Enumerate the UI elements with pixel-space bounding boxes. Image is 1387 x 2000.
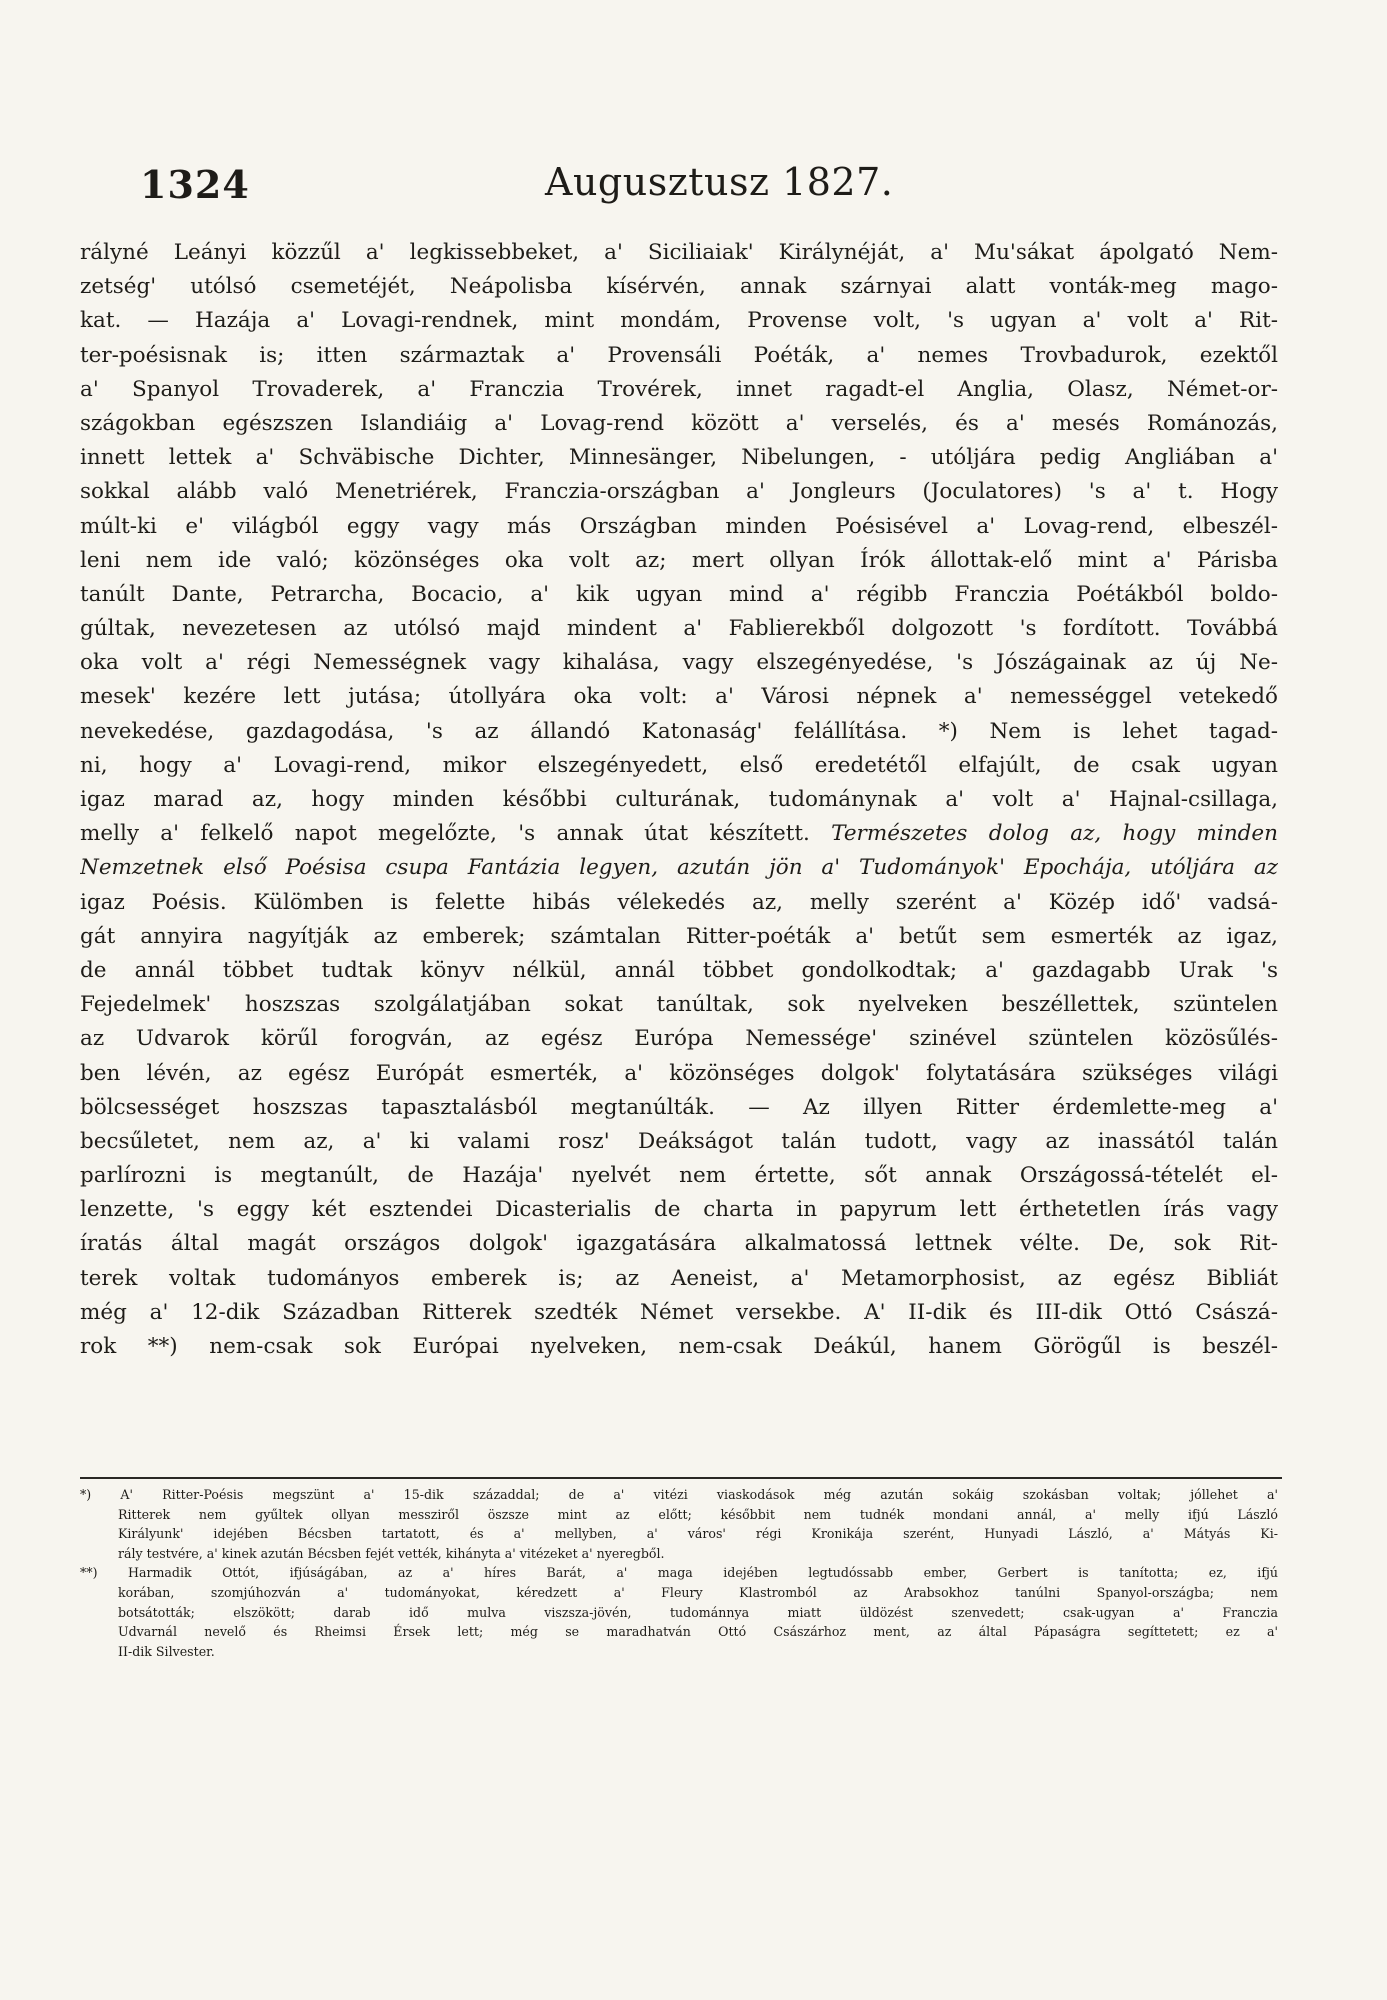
italic-segment: Természetes dolog az, hogy minden [831, 821, 1278, 847]
text-line: rok **) nem-csak sok Európai nyelveken, nem-csak Deákúl, hanem Görögűl is beszél- [80, 1334, 1278, 1359]
footnote-line: korában, szomjúhozván a' tudományokat, kéredzett a' Fleury Klastromból az Arabsokhoz tanúlni Spanyol-országba; nem [118, 1584, 1278, 1600]
footnote-line: rály testvére, a' kinek azután Bécsben fejét vették, kihányta a' vitézeket a' nyeregből. [118, 1545, 665, 1561]
text-line: igaz Poésis. Külömben is felette hibás vélekedés az, melly szerént a' Közép idő' vadsá- [80, 889, 1278, 915]
text-line: íratás által magát országos dolgok' igazgatására alkalmatossá lettnek vélte. De, sok Rit- [80, 1231, 1278, 1257]
text-line: Fejedelmek' hoszszas szolgálatjában sokat tanúltak, sok nyelveken beszéllettek, szüntelen [80, 992, 1278, 1018]
text-line: kat. — Hazája a' Lovagi-rendnek, mint mondám, Provense volt, 's ugyan a' volt a' Rit- [80, 308, 1278, 334]
body-text [80, 236, 1278, 1364]
text-line: gúltak, nevezetesen az utólsó majd mindent a' Fablierekből dolgozott 's fordított. Továbbá [80, 616, 1278, 642]
text-line: még a' 12-dik Században Ritterek szedték Német versekbe. A' II-dik és III-dik Ottó Császá- [80, 1299, 1278, 1325]
text-line: rályné Leányi közzűl a' legkissebbeket, a' Siciliaiak' Királynéját, a' Mu'sákat ápolgató Nem- [80, 240, 1278, 265]
text-line: igaz marad az, hogy minden későbbi culturának, tudománynak a' volt a' Hajnal-csillaga, [80, 787, 1278, 812]
footnote-line: botsátották; elszökött; darab idő mulva viszsza-jövén, tudománnya miatt üldözést szenvedett; csak-ugyan a' Franczia [118, 1604, 1278, 1620]
text-line: oka volt a' régi Nemességnek vagy kihalása, vagy elszegényedése, 's Jószágainak az új Ne- [80, 650, 1278, 676]
text-line: nevekedése, gazdagodása, 's az állandó Katonaság' felállítása. *) Nem is lehet tagad- [80, 718, 1278, 744]
text-line: ter-poésisnak is; itten származtak a' Provensáli Poéták, a' nemes Trovbadurok, ezektől [80, 342, 1278, 368]
text-line: múlt-ki e' világból eggy vagy más Országban minden Poésisével a' Lovag-rend, elbeszél- [80, 513, 1278, 539]
text-segment: melly a' felkelő napot megelőzte, 's annak útat készített. [80, 821, 810, 847]
text-line: ni, hogy a' Lovagi-rend, mikor elszegényedett, első eredetétől elfajúlt, de csak ugyan [80, 752, 1278, 778]
running-title: Augusztusz 1827. [545, 160, 894, 204]
text-line: az Udvarok körűl forogván, az egész Európa Nemessége' szinével szüntelen közösűlés- [80, 1026, 1278, 1052]
text-line: zetség' utólsó csemetéjét, Neápolisba kísérvén, annak szárnyai alatt vonták-meg mago- [80, 274, 1278, 300]
text-line: tanúlt Dante, Petrarcha, Bocacio, a' kik ugyan mind a' régibb Franczia Poétákból boldo- [80, 581, 1278, 607]
footnote-line: Ritterek nem gyűltek ollyan messziről öszsze mint az előtt; későbbit nem tudnék mondani annál, a' melly ifjú László [118, 1506, 1278, 1522]
text-line: parlírozni is megtanúlt, de Hazája' nyelvét nem értette, sőt annak Országossá-tételét el- [80, 1163, 1278, 1189]
footnotes [80, 1485, 1278, 1661]
text-line: ben lévén, az egész Európát esmerték, a' közönséges dolgok' folytatására szükséges világi [80, 1060, 1278, 1086]
text-line: gát annyira nagyítják az emberek; számtalan Ritter-poéták a' betűt sem esmerték az igaz, [80, 923, 1278, 949]
text-line: de annál többet tudtak könyv nélkül, annál többet gondolkodtak; a' gazdagabb Urak 's [80, 957, 1278, 983]
text-line: lenzette, 's eggy két esztendei Dicasterialis de charta in papyrum lett érthetetlen írás vagy [80, 1197, 1278, 1223]
text-line: sokkal alább való Menetriérek, Franczia-országban a' Jongleurs (Joculatores) 's a' t. Hogy [80, 479, 1278, 505]
footnote-line: Udvarnál nevelő és Rheimsi Érsek lett; még se maradhatván Ottó Császárhoz ment, az által Pápaságra segíttetett; ez a' [118, 1624, 1278, 1640]
text-line-italic: Nemzetnek első Poésisa csupa Fantázia legyen, azután jön a' Tudományok' Epochája, utóljára az [80, 855, 1278, 881]
text-line: a' Spanyol Trovaderek, a' Franczia Trovérek, innet ragadt-el Anglia, Olasz, Német-or- [80, 376, 1278, 402]
footnote-line: Királyunk' idejében Bécsben tartatott, és a' mellyben, a' város' régi Kronikája szerént, Hunyadi László, a' Mátyás Ki- [118, 1526, 1278, 1542]
footnote-line: **) Harmadik Ottót, ifjúságában, az a' híres Barát, a' maga idejében legtudóssabb ember, Gerbert is tanította; ez, ifjú [80, 1565, 1278, 1581]
text-line: mesek' kezére lett jutása; útollyára oka volt: a' Városi népnek a' nemességgel vetekedő [80, 684, 1278, 710]
footnote-line: II-dik Silvester. [118, 1643, 215, 1659]
page-number: 1324 [140, 162, 250, 207]
text-line: bölcsességet hoszszas tapasztalásból megtanúlták. — Az illyen Ritter érdemlette-meg a' [80, 1094, 1278, 1120]
text-line: innett lettek a' Schväbische Dichter, Minnesänger, Nibelungen, - utóljára pedig Angliában a' [80, 445, 1278, 471]
text-line-mixed [80, 817, 1278, 851]
footnote-line: *) A' Ritter-Poésis megszünt a' 15-dik századdal; de a' vitézi viaskodások még azután sokáig szokásban voltak; jóllehet a' [80, 1487, 1278, 1502]
text-line: becsűletet, nem az, a' ki valami rosz' Deákságot talán tudott, vagy az inassától talán [80, 1128, 1278, 1154]
text-line: leni nem ide való; közönséges oka volt az; mert ollyan Írók állottak-elő mint a' Párisba [80, 547, 1278, 573]
text-line: terek voltak tudományos emberek is; az Aeneist, a' Metamorphosist, az egész Bibliát [80, 1265, 1278, 1291]
text-line: szágokban egészszen Islandiáig a' Lovag-rend között a' verselés, és a' mesés Románozás, [80, 410, 1278, 436]
page-header [80, 160, 1280, 220]
footnote-divider [80, 1477, 1282, 1479]
